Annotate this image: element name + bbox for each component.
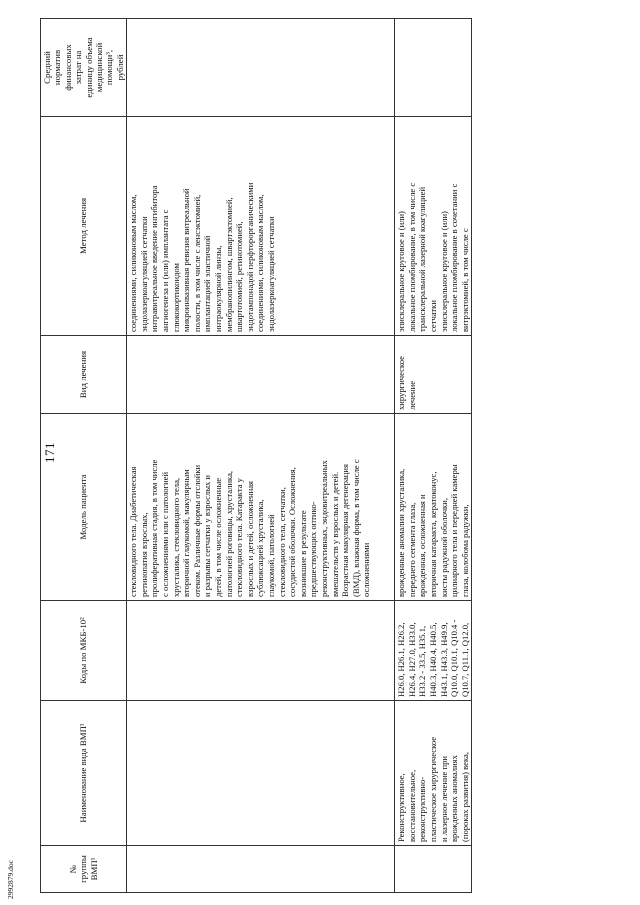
header-group: № группы ВМП¹: [41, 846, 127, 893]
document-filename: 2992879.doc: [6, 860, 15, 899]
cell-name: [127, 701, 395, 846]
table-header-row: [41, 19, 127, 893]
page-number: 171: [42, 442, 57, 463]
header-method: Метод лечения: [41, 117, 127, 336]
cell-cost: [395, 19, 472, 117]
header-model: Модель пациента: [41, 414, 127, 601]
cell-codes: H26.0, H26.1, H26.2, H26.4, H27.0, H33.0, H33.2 - 33.5, H35.1, H40.3, H40.4, H40.5, H43.1, H43.3, H49.9, Q10.0, Q10.1, Q10.4 - Q10.7, Q11.1, Q12.0,: [395, 601, 472, 701]
cell-codes: [127, 601, 395, 701]
header-kind: Вид лечения: [41, 336, 127, 414]
cell-kind: хирургическое лечение: [395, 336, 472, 414]
cell-cost: [127, 19, 395, 117]
table-row: [395, 19, 472, 893]
cell-name: Реконструктивное, восстановительное, реконструктивно- пластическое хирургическое и лазерное лечение при врожденных аномалиях (пороках развития) века,: [395, 701, 472, 846]
cell-method: эписклеральное круговое и (или) локальное пломбирование, в том числе с трансклеральной лазерной коагуляцией сетчатки эписклеральное круговое и (или) локальное пломбирование в сочетании с витрэктомией, в том числе с: [395, 117, 472, 336]
cell-group: [127, 846, 395, 893]
table-row: [127, 19, 395, 893]
header-codes: Коды по МКБ-10²: [41, 601, 127, 701]
cell-kind: [127, 336, 395, 414]
cell-model: врожденные аномалии хрусталика, переднего сегмента глаза, врожденная, осложненная и вторичная катаракта, кератоконус, кисты радужной оболочки, цилиарного тела и передней камеры глаза, колобома радужки,: [395, 414, 472, 601]
cell-model: стекловидного тела. Диабетическая ретинопатия взрослых, пролиферативная стадия, в том числе с осложнениями или с патологией хрусталика, стекловидного тела, вторичной глаукомой, макулярным отеком. Различные формы отслойки и разрывы сетчатки у взрослых и детей, в том числе осложненные патологией роговицы, хрусталика, стекловидного тела. Катаракта у взрослых и детей, осложненная сублюксацией хрусталика, глаукомой, патологией стекловидного тела, сетчатки, сосудистой оболочки. Осложнения, возникшие в результате предшествующих оптико- реконструктивных, эндовитреальных вмешательств у взрослых и детей. Возрастная макулярная дегенерация (ВМД), влажная форма, в том числе с осложнениями: [127, 414, 395, 601]
cell-group: [395, 846, 472, 893]
cell-method: соединениями, силиконовым маслом, эндолазеркоагуляцией сетчатки интравитреальное введение ингибитора ангиогенеза и (или) имплантата с глюкокортикоидом микроинвазивная ревизия витреальной полости, в том числе с ленсэктомией, имплантацией эластичной интраокулярной линзы, мембранопилингом, швартэктомией, швартотомией, ретинотомией, эндотампонадой перфторорганическими соединениями, силиконовым маслом, эндолазеркоагуляцией сетчатки: [127, 117, 395, 336]
treatment-table: [40, 18, 472, 893]
header-name: Наименование вида ВМП¹: [41, 701, 127, 846]
header-cost: Средний норматив финансовых затрат на единицу объема медицинской помощи³, рублей: [41, 19, 127, 117]
